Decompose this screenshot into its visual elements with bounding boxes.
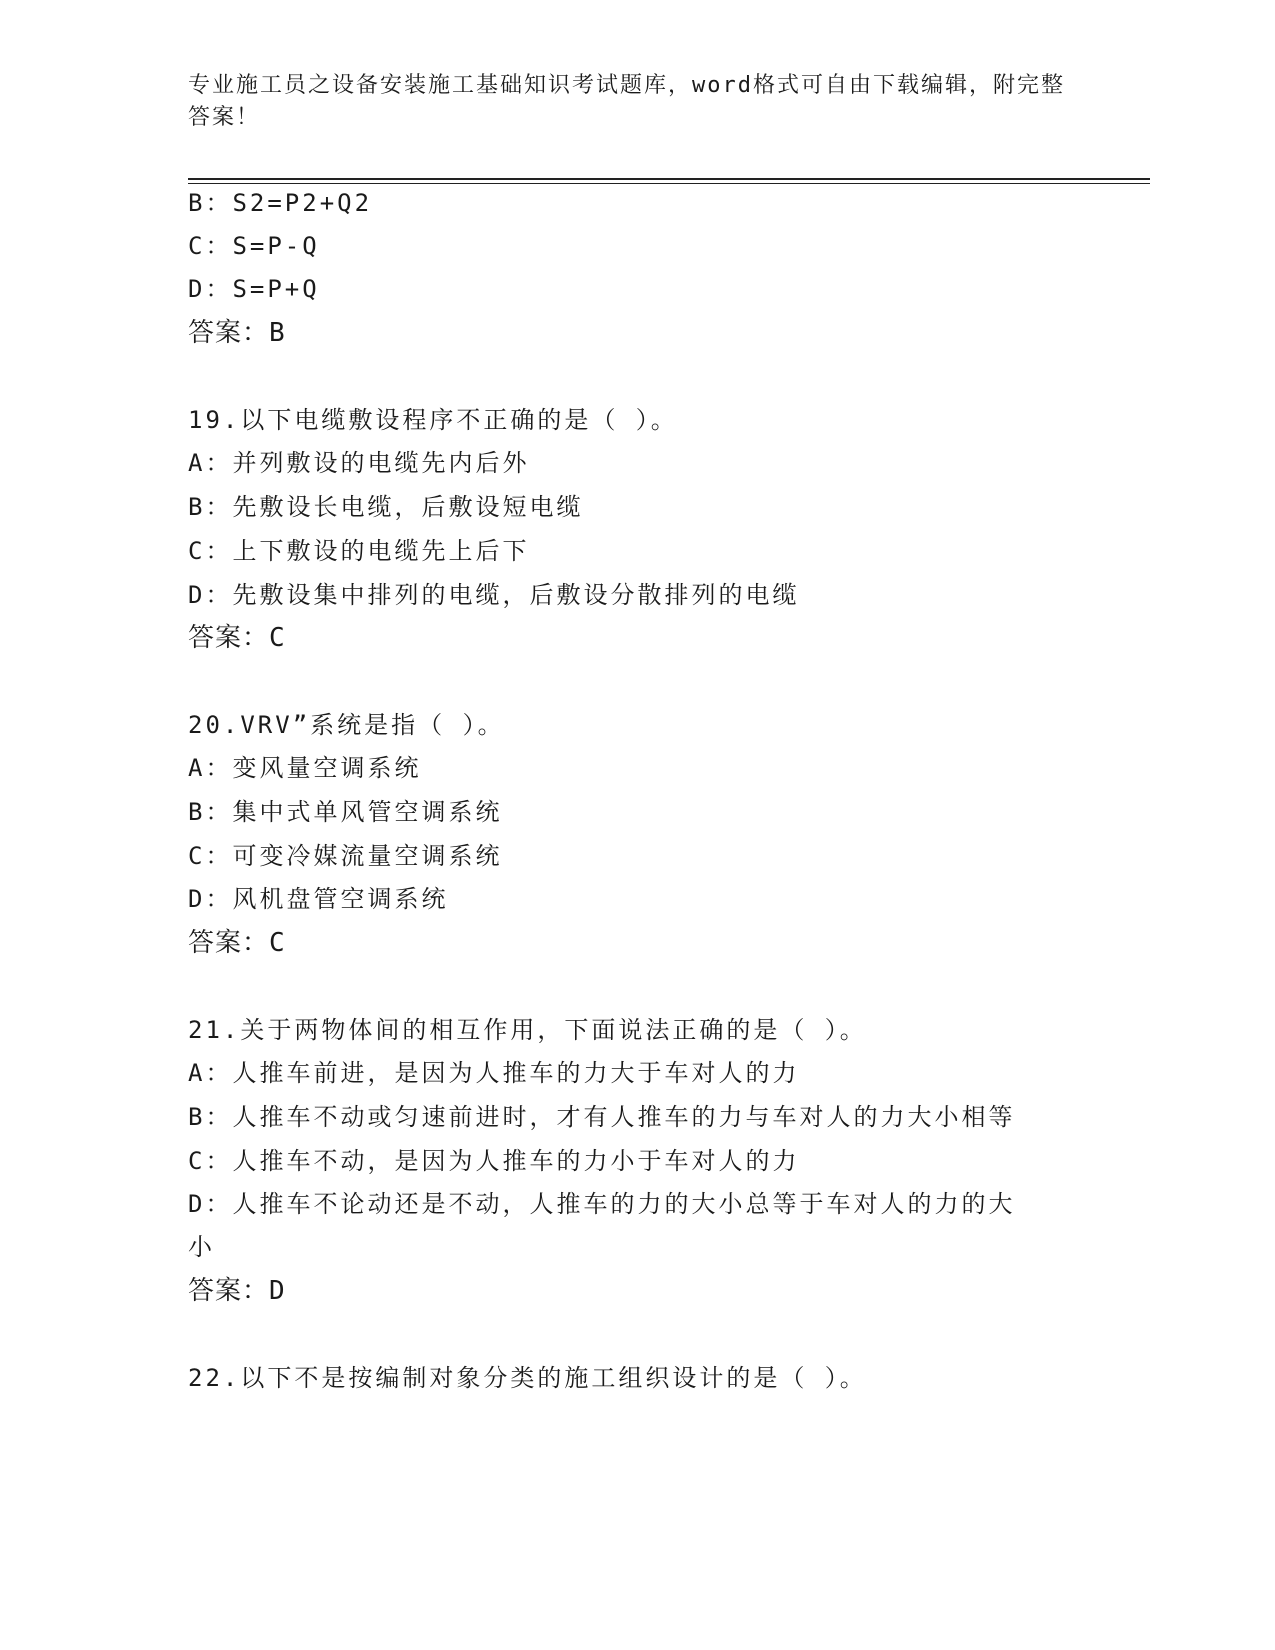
header-divider-thick xyxy=(188,178,1150,180)
q20-question: 20.VRV”系统是指（ ）。 xyxy=(188,711,505,739)
q21-question: 21.关于两物体间的相互作用，下面说法正确的是（ ）。 xyxy=(188,1016,867,1044)
q18-answer: 答案：B xyxy=(188,318,286,348)
header-divider-thin xyxy=(188,183,1150,184)
q21-option-d-line1: D：人推车不论动还是不动，人推车的力的大小总等于车对人的力的大 xyxy=(188,1190,1016,1218)
q18-option-d: D：S=P+Q xyxy=(188,275,320,303)
document-header: 专业施工员之设备安装施工基础知识考试题库，word格式可自由下载编辑，附完整答案！ xyxy=(188,73,1065,130)
q21-option-d-line2: 小 xyxy=(188,1233,215,1261)
q20-option-c: C：可变冷媒流量空调系统 xyxy=(188,842,503,870)
q19-question: 19.以下电缆敷设程序不正确的是（ ）。 xyxy=(188,406,678,434)
q22-question: 22.以下不是按编制对象分类的施工组织设计的是（ ）。 xyxy=(188,1364,867,1392)
q20-option-a: A：变风量空调系统 xyxy=(188,754,422,782)
q19-option-a: A：并列敷设的电缆先内后外 xyxy=(188,449,530,477)
q19-option-c: C：上下敷设的电缆先上后下 xyxy=(188,537,530,565)
q21-option-b: B：人推车不动或匀速前进时，才有人推车的力与车对人的力大小相等 xyxy=(188,1103,1016,1131)
q20-option-b: B：集中式单风管空调系统 xyxy=(188,798,503,826)
q19-answer: 答案：C xyxy=(188,623,286,653)
q21-option-c: C：人推车不动，是因为人推车的力小于车对人的力 xyxy=(188,1147,800,1175)
q18-option-b: B：S2=P2+Q2 xyxy=(188,189,373,217)
q19-option-d: D：先敷设集中排列的电缆，后敷设分散排列的电缆 xyxy=(188,581,800,609)
q20-answer: 答案：C xyxy=(188,928,286,958)
q21-option-a: A：人推车前进，是因为人推车的力大于车对人的力 xyxy=(188,1059,800,1087)
q19-option-b: B：先敷设长电缆，后敷设短电缆 xyxy=(188,493,584,521)
q20-option-d: D：风机盘管空调系统 xyxy=(188,885,449,913)
q21-answer: 答案：D xyxy=(188,1276,286,1306)
q18-option-c: C：S=P-Q xyxy=(188,232,320,260)
